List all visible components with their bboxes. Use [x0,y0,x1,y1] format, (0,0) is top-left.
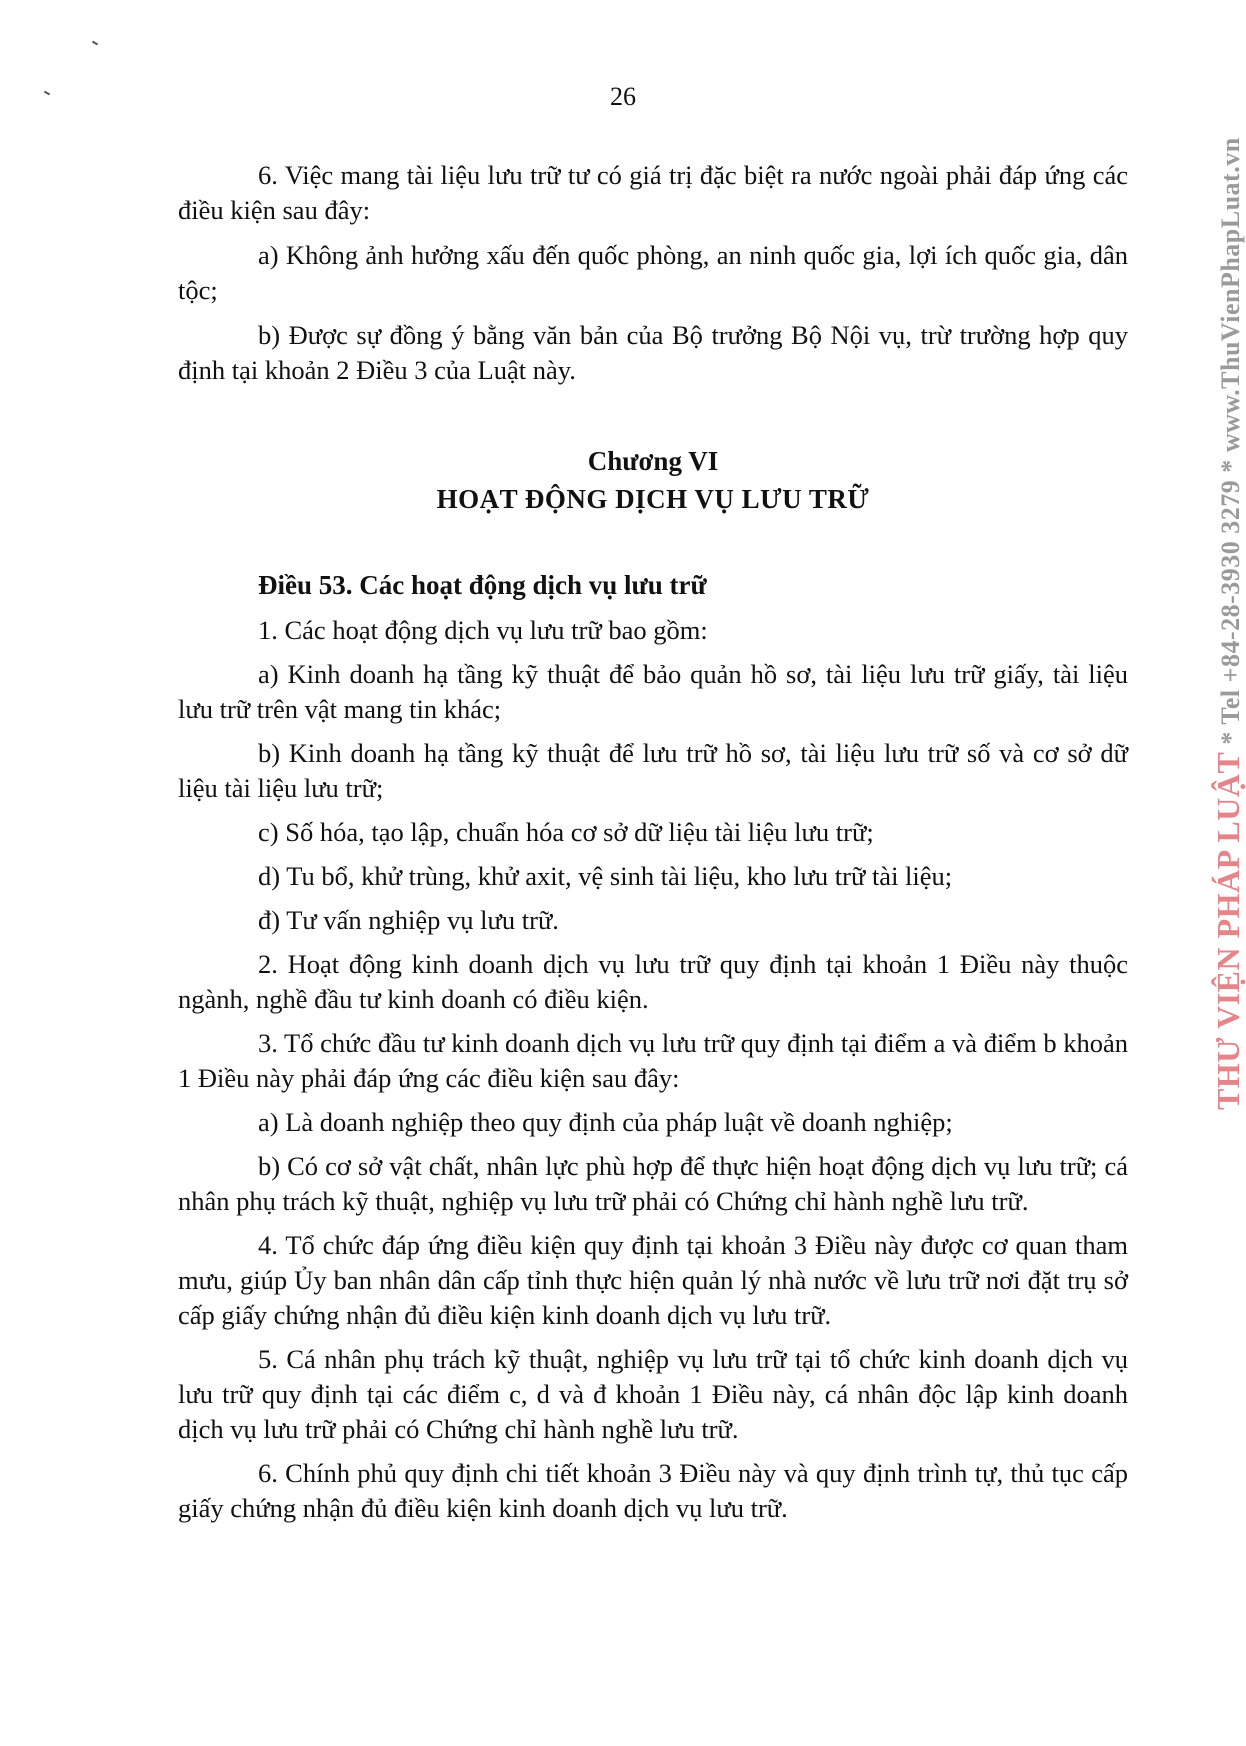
article-heading: Điều 53. Các hoạt động dịch vụ lưu trữ [258,570,707,600]
article-clause-5: 5. Cá nhân phụ trách kỹ thuật, nghiệp vụ lưu trữ tại tổ chức kinh doanh dịch vụ lưu trữ quy định tại các điểm c, d và đ khoản 1 Điều này, cá nhân độc lập kinh doanh dịch vụ lưu trữ phải có Chứng chỉ hành nghề lưu trữ. [178,1344,1128,1444]
article-point-1c: c) Số hóa, tạo lập, chuẩn hóa cơ sở dữ liệu tài liệu lưu trữ; [258,817,874,847]
intro-point-b: b) Được sự đồng ý bằng văn bản của Bộ trưởng Bộ Nội vụ, trừ trường hợp quy định tại khoản 2 Điều 3 của Luật này. [178,320,1128,385]
article-point-1b: b) Kinh doanh hạ tầng kỹ thuật để lưu trữ hồ sơ, tài liệu lưu trữ số và cơ sở dữ liệu tài liệu lưu trữ; [178,738,1128,803]
watermark-contact: * Tel +84-28-3930 3279 * www.ThuVienPhapLuat.vn [1216,137,1245,752]
document-body [178,158,1128,1535]
article-clause-2: 2. Hoạt động kinh doanh dịch vụ lưu trữ quy định tại khoản 1 Điều này thuộc ngành, nghề đầu tư kinh doanh có điều kiện. [178,949,1128,1014]
chapter-title: HOẠT ĐỘNG DỊCH VỤ LƯU TRỮ [436,484,870,514]
article-point-1a: a) Kinh doanh hạ tầng kỹ thuật để bảo quản hồ sơ, tài liệu lưu trữ giấy, tài liệu lưu trữ trên vật mang tin khác; [178,659,1128,724]
article-clause-6: 6. Chính phủ quy định chi tiết khoản 3 Điều này và quy định trình tự, thủ tục cấp giấy chứng nhận đủ điều kiện kinh doanh dịch vụ lưu trữ. [178,1458,1128,1523]
article-clause-3: 3. Tổ chức đầu tư kinh doanh dịch vụ lưu trữ quy định tại điểm a và điểm b khoản 1 Điều này phải đáp ứng các điều kiện sau đây: [178,1028,1128,1093]
article-clause-4: 4. Tổ chức đáp ứng điều kiện quy định tại khoản 3 Điều này được cơ quan tham mưu, giúp Ủy ban nhân dân cấp tỉnh thực hiện quản lý nhà nước về lưu trữ nơi đặt trụ sở cấp giấy chứng nhận đủ điều kiện kinh doanh dịch vụ lưu trữ. [178,1230,1128,1330]
page-number: 26 [610,82,636,111]
chapter-label: Chương VI [587,446,719,476]
article-point-1dd: đ) Tư vấn nghiệp vụ lưu trữ. [258,905,559,935]
article-clause-1: 1. Các hoạt động dịch vụ lưu trữ bao gồm: [258,615,708,645]
intro-point-a: a) Không ảnh hưởng xấu đến quốc phòng, an ninh quốc gia, lợi ích quốc gia, dân tộc; [178,240,1128,305]
intro-paragraph-6: 6. Việc mang tài liệu lưu trữ tư có giá trị đặc biệt ra nước ngoài phải đáp ứng các điều kiện sau đây: [178,160,1128,225]
side-watermark [1210,137,1246,1110]
article-point-1d: d) Tu bổ, khử trùng, khử axit, vệ sinh tài liệu, kho lưu trữ tài liệu; [258,861,953,891]
article-point-3b: b) Có cơ sở vật chất, nhân lực phù hợp để thực hiện hoạt động dịch vụ lưu trữ; cá nhân phụ trách kỹ thuật, nghiệp vụ lưu trữ phải có Chứng chỉ hành nghề lưu trữ. [178,1151,1128,1216]
article-point-3a: a) Là doanh nghiệp theo quy định của pháp luật về doanh nghiệp; [258,1107,953,1137]
scan-speck [92,41,98,46]
watermark-brand: THƯ VIỆN PHÁP LUẬT [1210,751,1246,1110]
